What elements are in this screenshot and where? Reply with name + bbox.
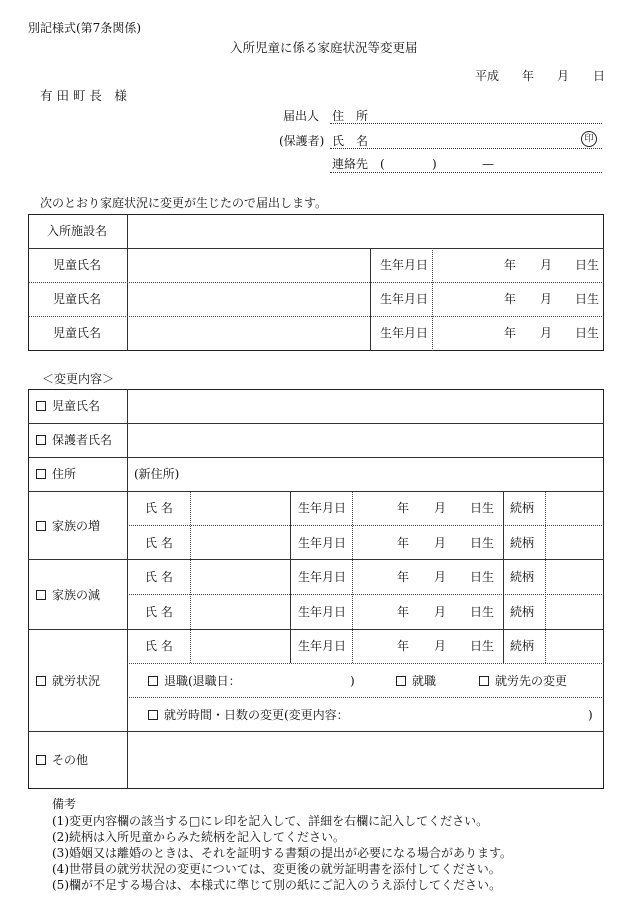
year-label: 年 <box>397 639 410 653</box>
retire-close-paren: ) <box>350 674 355 688</box>
month-label: 月 <box>434 501 447 515</box>
relation-label: 続柄 <box>510 639 535 653</box>
member-name-label: 氏 名 <box>145 639 173 653</box>
form-title: 入所児童に係る家庭状況等変更届 <box>230 40 418 55</box>
year-label: 年 <box>397 570 410 584</box>
facility-label: 入所施設名 <box>47 224 108 238</box>
month-label: 月 <box>540 292 553 306</box>
member-name-label: 氏 名 <box>145 570 173 584</box>
family-decrease-checkbox[interactable]: 家族の減 <box>36 589 100 601</box>
note-item: (4)世帯員の就労状況の変更については、変更後の就労証明書を添付してください。 <box>52 862 501 876</box>
address-field[interactable] <box>330 123 602 124</box>
month-label: 月 <box>540 258 553 272</box>
name-label: 氏 名 <box>332 134 369 148</box>
addressee: 有 田 町 長 様 <box>40 88 127 103</box>
member-name-label: 氏 名 <box>145 605 173 619</box>
change-details-table <box>28 389 604 789</box>
relation-label: 続柄 <box>510 501 535 515</box>
born-day-label: 日生 <box>470 501 495 515</box>
relation-label: 続柄 <box>510 536 535 550</box>
born-day-label: 日生 <box>575 258 600 272</box>
contact-label: 連絡先 <box>332 157 369 171</box>
guardian-label: (保護者) <box>279 134 325 148</box>
contact-paren-close: ) <box>432 157 437 171</box>
intro-text: 次のとおり家庭状況に変更が生じたので届出します。 <box>40 196 328 210</box>
note-item: (2)続柄は入所児童からみた続柄を記入してください。 <box>52 830 346 844</box>
month-label: 月 <box>434 639 447 653</box>
member-birth-label: 生年月日 <box>298 605 347 619</box>
hours-change-checkbox[interactable]: 就労時間・日数の変更(変更内容： <box>148 709 349 721</box>
seal-mark: 印 <box>581 131 597 147</box>
year-label: 年 <box>504 258 517 272</box>
year-label: 年 <box>397 501 410 515</box>
birth-label: 生年月日 <box>380 292 429 306</box>
date-year: 年 <box>522 69 535 83</box>
note-item: (1)変更内容欄の該当する□にレ印を記入して、詳細を右欄に記入してください。 <box>52 814 489 828</box>
year-label: 年 <box>397 605 410 619</box>
child-name-label: 児童氏名 <box>53 326 102 340</box>
name-field[interactable] <box>330 148 602 149</box>
contact-paren-open: ( <box>380 157 385 171</box>
year-label: 年 <box>504 326 517 340</box>
employ-checkbox[interactable]: 就職 <box>396 675 436 687</box>
facility-field[interactable] <box>135 225 595 239</box>
member-birth-label: 生年月日 <box>298 536 347 550</box>
new-address-label: (新住所) <box>134 467 180 481</box>
member-birth-label: 生年月日 <box>298 501 347 515</box>
born-day-label: 日生 <box>470 639 495 653</box>
relation-label: 続柄 <box>510 570 535 584</box>
born-day-label: 日生 <box>470 570 495 584</box>
form-reference: 別記様式(第7条関係) <box>28 21 141 35</box>
contact-field[interactable] <box>330 172 602 173</box>
note-item: (3)婚姻又は離婚のときは、それを証明する書類の提出が必要になる場合があります。 <box>52 846 513 860</box>
address-checkbox[interactable]: 住所 <box>36 468 76 480</box>
month-label: 月 <box>434 570 447 584</box>
guardian-name-checkbox[interactable]: 保護者氏名 <box>36 434 112 446</box>
family-increase-checkbox[interactable]: 家族の増 <box>36 520 100 532</box>
born-day-label: 日生 <box>575 326 600 340</box>
note-item: (5)欄が不足する場合は、本様式に準じて別の紙にご記入のうえ添付してください。 <box>52 878 502 892</box>
child-name-label: 児童氏名 <box>53 258 102 272</box>
relation-label: 続柄 <box>510 605 535 619</box>
applicant-label: 届出人 <box>283 109 320 123</box>
month-label: 月 <box>540 326 553 340</box>
child-name-label: 児童氏名 <box>53 292 102 306</box>
month-label: 月 <box>434 605 447 619</box>
address-label: 住 所 <box>332 109 369 123</box>
date-month: 月 <box>557 69 570 83</box>
born-day-label: 日生 <box>470 536 495 550</box>
birth-label: 生年月日 <box>380 326 429 340</box>
birth-label: 生年月日 <box>380 258 429 272</box>
date-era: 平成 <box>475 69 500 83</box>
year-label: 年 <box>397 536 410 550</box>
month-label: 月 <box>434 536 447 550</box>
retire-checkbox[interactable]: 退職(退職日： <box>148 675 241 687</box>
notes-title: 備考 <box>52 797 77 811</box>
other-checkbox[interactable]: その他 <box>36 754 88 766</box>
year-label: 年 <box>504 292 517 306</box>
born-day-label: 日生 <box>575 292 600 306</box>
workplace-change-checkbox[interactable]: 就労先の変更 <box>479 675 567 687</box>
child-name-checkbox[interactable]: 児童氏名 <box>36 400 100 412</box>
date-day: 日 <box>593 69 606 83</box>
member-birth-label: 生年月日 <box>298 570 347 584</box>
work-status-checkbox[interactable]: 就労状況 <box>36 675 100 687</box>
contact-dash: — <box>482 157 494 171</box>
member-name-label: 氏 名 <box>145 536 173 550</box>
member-name-label: 氏 名 <box>145 501 173 515</box>
section-title: ＜変更内容＞ <box>42 372 115 386</box>
hours-close-paren: ) <box>588 708 593 722</box>
born-day-label: 日生 <box>470 605 495 619</box>
member-birth-label: 生年月日 <box>298 639 347 653</box>
